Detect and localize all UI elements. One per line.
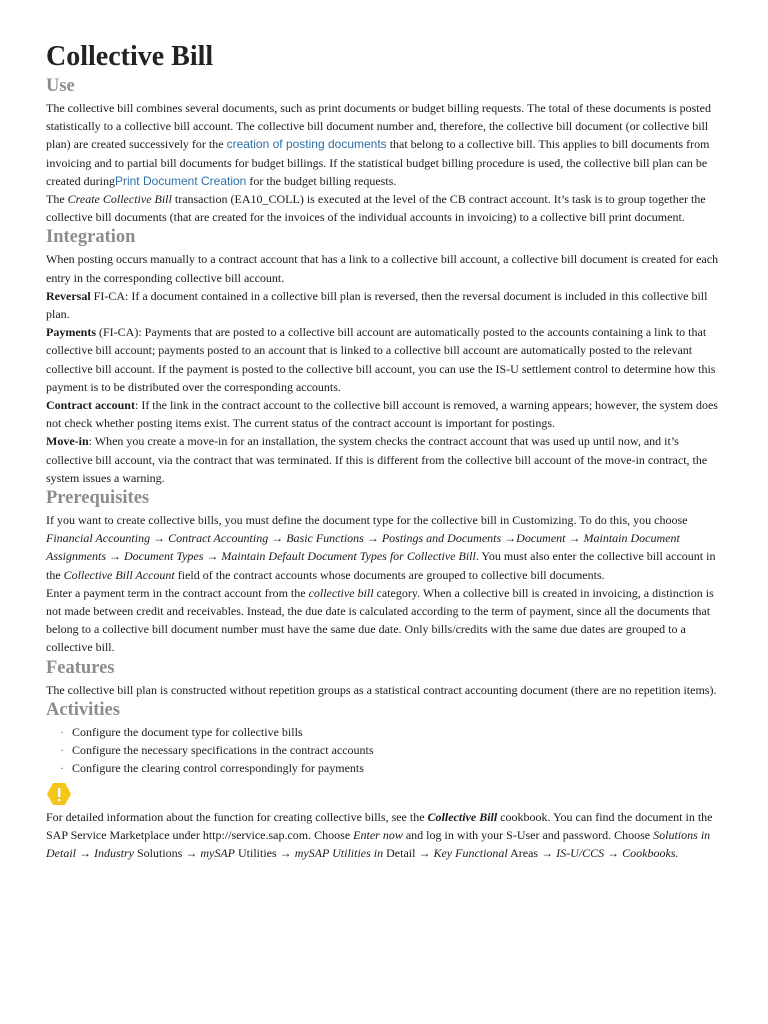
section-heading-integration: Integration <box>46 227 136 248</box>
section-heading-prerequisites: Prerequisites <box>46 488 150 509</box>
list-item: · Configure the necessary specifications in the contract accounts <box>60 741 726 759</box>
integration-reversal: Reversal FI-CA: If a document contained in a collective bill plan is reversed, then the reversal document is included in this collective bill plan. <box>46 288 708 322</box>
section-heading-use: Use <box>46 76 75 96</box>
note-paragraph: For detailed information about the function for creating collective bills, see the Collective Bill cookbook. You can find the document in the SAP Service Marketplace under http://service.sap.com. Choose Enter now and log in with your S-User and password. Choose Solutions in Detail → Industry Solutions → mySAP Utilities → mySAP Utilities in Detail → Key Functional Areas → IS-U/CCS → Cookbooks. <box>46 809 713 860</box>
use-paragraph-2: The Create Collective Bill transaction (EA10_COLL) is executed at the level of the CB contract account. It’s task is to group together the collective bill documents (that are created for the invoices of the individual accounts in invoicing) to a collective bill print document. <box>46 192 706 225</box>
list-item: · Configure the clearing control correspondingly for payments <box>60 759 726 777</box>
bullet-icon: · <box>60 761 64 776</box>
features-paragraph: The collective bill plan is constructed without repetition groups as a statistical contract accounting document (there are no repetition items). <box>46 682 717 697</box>
list-item: · Configure the document type for collective bills <box>60 723 726 741</box>
bullet-icon: · <box>60 743 64 758</box>
document-page <box>46 40 726 862</box>
customizing-path: Financial Accounting → Contract Accounting → Basic Functions → Postings and Documents →Document → Maintain Document Assignments → Document Types → Maintain Default Document Types for Collective Bill <box>46 531 680 564</box>
prerequisites-paragraph-1: If you want to create collective bills, you must define the document type for the collective bill in Customizing. To do this, you choose Financial Accounting → Contract Accounting → Basic Functions → Postings and Documents →Document → Maintain Document Assignments → Document Types → Maintain Default Document Types for Collective Bill. You must also enter the collective bill account in the Collective Bill Account field of the contract accounts whose documents are grouped to collective bill documents. <box>46 513 716 582</box>
integration-move-in: Move-in: When you create a move-in for an installation, the system checks the contract account that was used up until now, and it’s collective bill account, via the contract that was terminated. If this is different from the collective bill account of the move-in contract, the system issues a warning. <box>46 434 708 485</box>
section-heading-activities: Activities <box>46 699 120 720</box>
bullet-icon: · <box>60 724 64 739</box>
activities-list <box>46 723 726 778</box>
section-heading-features: Features <box>46 657 115 678</box>
creation-of-posting-documents-link[interactable]: creation of posting documents <box>226 137 387 152</box>
page-title: Collective Bill <box>46 41 214 72</box>
prerequisites-paragraph-2: Enter a payment term in the contract account from the collective bill category. When a collective bill is created in invoicing, a distinction is not made between credit and receivables. Instead, the due date is calculated according to the term of payment, since all the documents that belong to a collective bill document number must have the same due date. Only bills/credits with the same due dates are grouped to a collective bill. <box>46 585 714 655</box>
integration-contract-account: Contract account: If the link in the contract account to the collective bill account is removed, a warning appears; however, the system does not check whether posting items exist. The current status of the contract account is important for postings. <box>46 398 718 431</box>
use-paragraph-1: The collective bill combines several documents, such as print documents or budget billing requests. The total of these documents is posted statistically to a collective bill account. The collective bill document number and, therefore, the collective bill document (or collective bill plan) are created successively for the creation of posting documents that belong to a collective bill. This applies to bill documents from invoicing and to partial bill documents for budget billings. If the statistical budget billing procedure is used, the collective bill plan can be created duringPrint Document Creation for the budget billing requests. <box>46 101 711 188</box>
warning-icon <box>46 782 72 806</box>
print-document-creation-link[interactable]: Print Document Creation <box>114 173 247 188</box>
integration-payments: Payments (FI-CA): Payments that are posted to a collective bill account are automatically posted to the accounts containing a link to that collective bill account; payments posted to an account that is linked to a collective bill account are automatically posted to the relevant collective bill account. If the payment is posted to the collective bill account, you can use the IS-U settlement control to determine how this payment is to be distributed over the corresponding accounts. <box>46 325 716 394</box>
integration-paragraph: When posting occurs manually to a contract account that has a link to a collective bill account, a collective bill document is created for each entry in the corresponding collective bill account. <box>46 252 719 285</box>
